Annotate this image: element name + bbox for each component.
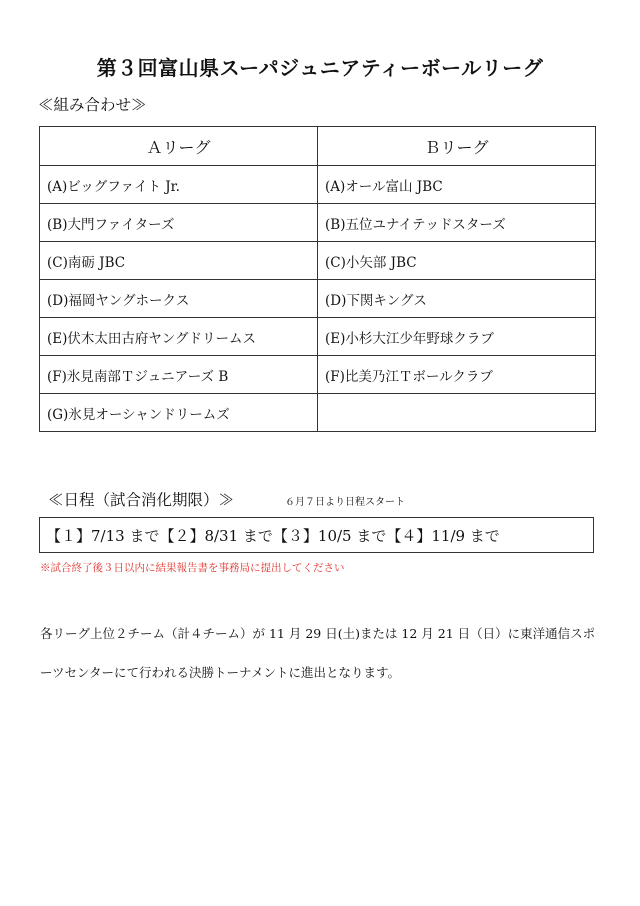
league-b-team: (E)小杉大江少年野球クラブ	[318, 318, 596, 356]
table-row	[40, 318, 596, 356]
schedule-deadlines: 【１】7/13 まで【２】8/31 まで【３】10/5 まで【４】11/9 まで	[46, 526, 500, 545]
schedule-deadlines-box	[39, 517, 594, 553]
league-table	[39, 126, 596, 432]
league-a-header: Ａリーグ	[40, 127, 318, 166]
tournament-info-line-1: 各リーグ上位２チーム（計４チーム）が 11 月 29 日(土)または 12 月 21 日（日）に東洋通信スポ	[40, 626, 596, 641]
league-b-header: Ｂリーグ	[318, 127, 596, 166]
league-a-team: (G)氷見オーシャンドリームズ	[40, 394, 318, 432]
page-title: 第３回富山県スーパジュニアティーボールリーグ	[96, 56, 544, 80]
league-b-team-empty	[318, 394, 596, 432]
league-a-team: (A)ビッグファイト Jr.	[40, 166, 318, 204]
league-a-team: (B)大門ファイターズ	[40, 204, 318, 242]
league-a-team: (E)伏木太田古府ヤングドリームス	[40, 318, 318, 356]
league-a-team: (C)南砺 JBC	[40, 242, 318, 280]
tournament-info-line-2: ーツセンターにて行われる決勝トーナメントに進出となります。	[40, 665, 401, 680]
schedule-heading: ≪日程（試合消化期限）≫	[48, 491, 235, 509]
table-row	[40, 280, 596, 318]
table-row	[40, 166, 596, 204]
matchups-heading: ≪組み合わせ≫	[38, 96, 147, 114]
league-a-team: (F)氷見南部Ｔジュニアーズ B	[40, 356, 318, 394]
league-b-team: (C)小矢部 JBC	[318, 242, 596, 280]
schedule-start-note: ６月７日より日程スタート	[285, 497, 405, 508]
league-b-team: (B)五位ユナイテッドスターズ	[318, 204, 596, 242]
league-b-team: (D)下関キングス	[318, 280, 596, 318]
report-warning: ※試合終了後３日以内に結果報告書を事務局に提出してください	[40, 562, 345, 574]
table-row	[40, 242, 596, 280]
table-row	[40, 356, 596, 394]
table-row	[40, 394, 596, 432]
league-header-row	[40, 127, 596, 166]
table-row	[40, 204, 596, 242]
league-b-team: (A)オール富山 JBC	[318, 166, 596, 204]
league-b-team: (F)比美乃江Ｔボールクラブ	[318, 356, 596, 394]
league-a-team: (D)福岡ヤングホークス	[40, 280, 318, 318]
